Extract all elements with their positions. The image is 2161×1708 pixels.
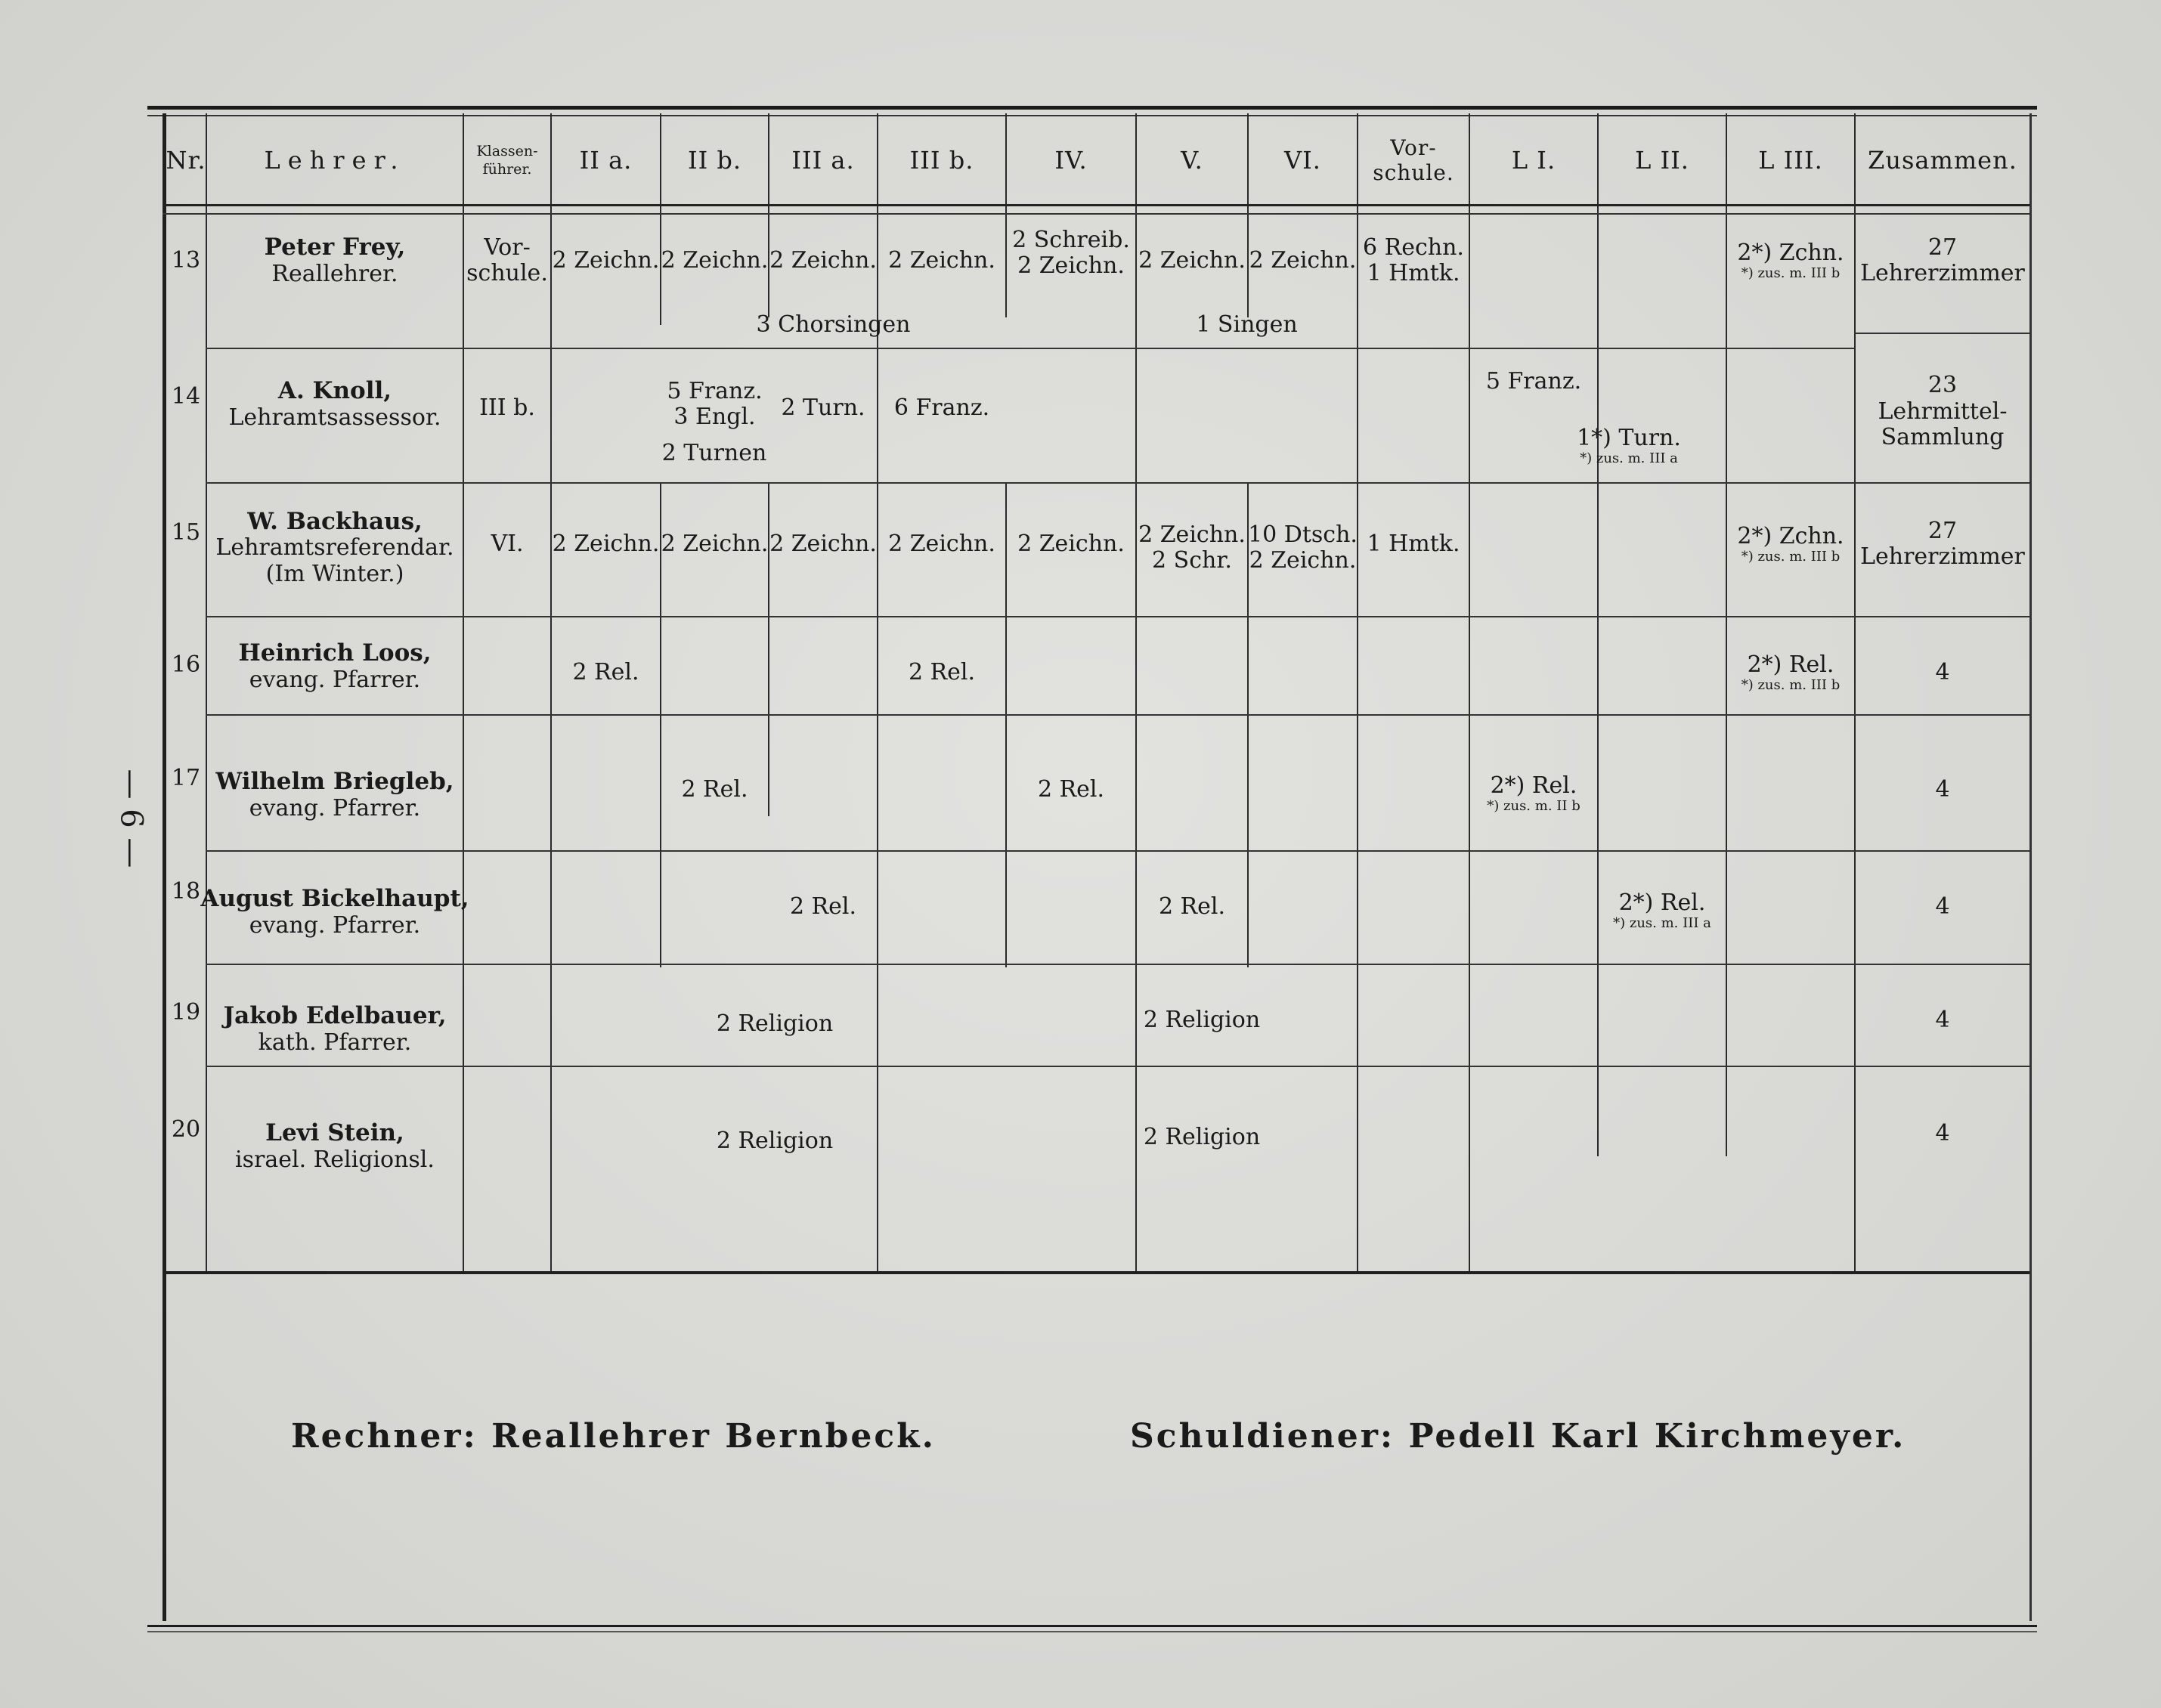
row14-klassenfuehrer: III b.: [479, 394, 535, 421]
row20-religion-b: 2 Religion: [1143, 1123, 1261, 1150]
row17-name: Wilhelm Briegleb,: [215, 768, 454, 796]
row18-rel-a: 2 Rel.: [789, 893, 857, 920]
row18-name: August Bickelhaupt,: [200, 885, 469, 913]
row13-kf1: Vor-: [484, 234, 531, 261]
row15-vorschule: 1 Hmtk.: [1367, 530, 1460, 557]
row15-role2: (Im Winter.): [265, 560, 404, 587]
row20-zusammen: 4: [1935, 1119, 1950, 1146]
header-bottom-rule-thin: [163, 213, 2029, 215]
row14-teacher: [207, 363, 463, 446]
row15-VI: [1249, 514, 1357, 582]
row17-L1-note: *) zus. m. II b: [1487, 798, 1581, 815]
row15-V-2: 2 Schr.: [1152, 547, 1232, 574]
header-lehrer: Lehrer.: [264, 146, 406, 175]
row19-nr: 19: [171, 998, 201, 1026]
row15-IV: 2 Zeichn.: [1017, 530, 1125, 557]
row15-IIIa: 2 Zeichn.: [769, 530, 877, 557]
header-IIa: II a.: [579, 146, 633, 175]
row15-VI-1: 10 Dtsch.: [1248, 521, 1358, 548]
row16-L3: [1727, 639, 1854, 707]
row15-V-1: 2 Zeichn.: [1138, 521, 1246, 548]
row14-zusammen: [1856, 363, 2029, 461]
row17-zusammen: 4: [1935, 775, 1950, 803]
row-divider: [206, 964, 2029, 965]
row13-IIIb: 2 Zeichn.: [888, 246, 995, 274]
row18-L2-value: 2*) Rel.: [1618, 889, 1706, 916]
row15-nr: 15: [171, 518, 201, 546]
row-divider: [206, 1066, 2029, 1067]
bottom-rule-thin: [147, 1631, 2037, 1632]
row-divider: [1854, 333, 2029, 334]
row18-L2-note: *) zus. m. III a: [1613, 915, 1711, 932]
row15-IIa: 2 Zeichn.: [552, 530, 660, 557]
col-divider: [1597, 113, 1599, 1156]
row18-rel-b: 2 Rel.: [1158, 893, 1226, 920]
row14-span-turnen: 2 Turnen: [661, 439, 767, 466]
row17-rel-b: 2 Rel.: [1037, 775, 1105, 803]
row13-IIa: 2 Zeichn.: [552, 246, 660, 274]
row14-IIb-1: 5 Franz.: [667, 377, 763, 404]
row15-L3-value: 2*) Zchn.: [1737, 522, 1844, 549]
row-divider: [206, 482, 2029, 484]
row18-nr: 18: [171, 877, 201, 905]
row13-IV-2: 2 Zeichn.: [1017, 252, 1125, 279]
row15-sum1: 27: [1927, 517, 1958, 544]
row19-teacher: [207, 994, 463, 1066]
row16-L3-note: *) zus. m. III b: [1741, 677, 1841, 694]
header-IIIb: III b.: [909, 146, 974, 175]
row15-IIb: 2 Zeichn.: [661, 530, 769, 557]
header-bottom-rule: [163, 204, 2029, 206]
row13-span-chorsingen: 3 Chorsingen: [756, 311, 911, 338]
row17-teacher: [207, 760, 463, 831]
header-VI: VI.: [1284, 146, 1321, 175]
row13-L3: [1727, 227, 1854, 295]
row14-L2-note: *) zus. m. III a: [1580, 450, 1678, 467]
row19-religion-b: 2 Religion: [1143, 1006, 1261, 1033]
row19-zusammen: 4: [1935, 1006, 1950, 1033]
row15-name: W. Backhaus,: [247, 507, 423, 535]
row14-L2: [1534, 419, 1723, 472]
row13-span-singen: 1 Singen: [1196, 311, 1298, 338]
header-IIIa: III a.: [791, 146, 855, 175]
row13-teacher: [207, 227, 463, 295]
page-number: — 6 —: [113, 769, 149, 868]
header-vorschule-line2: schule.: [1373, 159, 1454, 185]
row14-name: A. Knoll,: [277, 376, 392, 404]
top-rule: [147, 106, 2037, 110]
row-divider: [206, 616, 2029, 617]
row15-role: Lehramtsreferendar.: [215, 534, 454, 562]
row18-zusammen: 4: [1935, 893, 1950, 920]
row15-L3-note: *) zus. m. III b: [1741, 549, 1841, 565]
col-divider: [1469, 113, 1470, 1271]
row19-name: Jakob Edelbauer,: [223, 1002, 447, 1030]
row13-zusammen: [1856, 227, 2029, 295]
row15-IIIb: 2 Zeichn.: [888, 530, 995, 557]
row20-religion-a: 2 Religion: [716, 1127, 834, 1154]
row14-sum1: 23: [1927, 372, 1958, 399]
row13-vor1: 6 Rechn.: [1363, 234, 1464, 261]
row13-VI: 2 Zeichn.: [1249, 246, 1357, 274]
row20-teacher: [207, 1111, 463, 1183]
header-vorschule: [1358, 117, 1469, 204]
header-V: V.: [1181, 146, 1203, 175]
row15-teacher: [207, 495, 463, 601]
row14-L2-value: 1*) Turn.: [1577, 424, 1681, 451]
row17-nr: 17: [171, 764, 201, 791]
header-L2: L II.: [1635, 146, 1689, 175]
row16-zusammen: 4: [1935, 658, 1950, 685]
footer-rechner: Rechner: Reallehrer Bernbeck.: [291, 1417, 936, 1456]
row14-IIb-2: 3 Engl.: [673, 404, 756, 430]
header-IIb: II b.: [687, 146, 742, 175]
row13-sum1: 27: [1927, 234, 1958, 261]
row13-IIIa: 2 Zeichn.: [769, 246, 877, 274]
row14-IIIb: 6 Franz.: [893, 394, 990, 421]
row20-role: israel. Religionsl.: [235, 1146, 435, 1174]
header-vorschule-line1: Vor-: [1390, 135, 1437, 161]
bottom-rule: [147, 1625, 2037, 1627]
row13-IV: [1007, 219, 1135, 287]
row16-role: evang. Pfarrer.: [249, 667, 421, 694]
row15-klassenfuehrer: VI.: [491, 530, 524, 557]
row19-religion-a: 2 Religion: [716, 1010, 834, 1037]
header-L1: L I.: [1511, 146, 1556, 175]
header-klassenfuehrer-line1: Klassen-: [476, 142, 538, 159]
row-divider: [206, 714, 2029, 716]
header-klassenfuehrer: [464, 117, 550, 204]
row20-nr: 20: [171, 1115, 201, 1143]
row16-rel-b: 2 Rel.: [908, 658, 976, 685]
row13-sum2: Lehrerzimmer: [1860, 260, 2025, 286]
row13-L3-value: 2*) Zchn.: [1737, 239, 1844, 266]
row16-L3-value: 2*) Rel.: [1747, 651, 1834, 678]
row18-teacher: [200, 877, 469, 948]
row18-role: evang. Pfarrer.: [249, 912, 421, 939]
row20-name: Levi Stein,: [265, 1119, 404, 1147]
top-rule-thin: [147, 115, 2037, 116]
header-IV: IV.: [1054, 146, 1088, 175]
row-divider: [206, 850, 2029, 852]
row14-nr: 14: [171, 382, 201, 410]
row17-role: evang. Pfarrer.: [249, 795, 421, 822]
row13-L3-note: *) zus. m. III b: [1741, 265, 1841, 282]
row13-IIb: 2 Zeichn.: [661, 246, 769, 274]
row13-klassenfuehrer: [464, 227, 550, 295]
row13-IV-1: 2 Schreib.: [1012, 226, 1130, 253]
row14-L1: 5 Franz.: [1485, 367, 1582, 395]
row17-L1: [1470, 760, 1597, 828]
row16-nr: 16: [171, 651, 201, 678]
row15-sum2: Lehrerzimmer: [1860, 543, 2025, 570]
header-nr: Nr.: [166, 146, 206, 175]
header-klassenfuehrer-line2: führer.: [482, 160, 532, 178]
row15-VI-2: 2 Zeichn.: [1249, 547, 1357, 574]
row18-L2: [1599, 877, 1726, 945]
row15-L3: [1727, 510, 1854, 578]
row15-V: [1137, 514, 1247, 582]
row16-name: Heinrich Loos,: [238, 639, 432, 667]
frame-right: [2029, 113, 2032, 1621]
row13-vor2: 1 Hmtk.: [1367, 260, 1460, 286]
row14-sum2: Lehrmittel-: [1878, 398, 2008, 425]
row13-V: 2 Zeichn.: [1138, 246, 1246, 274]
row14-IIIa: 2 Turn.: [781, 394, 865, 421]
footer-schuldiener: Schuldiener: Pedell Karl Kirchmeyer.: [1130, 1417, 1906, 1456]
row14-role: Lehramtsassessor.: [228, 404, 441, 431]
row14-sum3: Sammlung: [1881, 424, 2005, 451]
row-divider: [206, 348, 1854, 349]
table-bottom-rule: [163, 1271, 2029, 1274]
row17-L1-value: 2*) Rel.: [1490, 772, 1577, 799]
row16-rel-a: 2 Rel.: [572, 658, 639, 685]
row13-name: Peter Frey,: [264, 233, 406, 261]
row13-kf2: schule.: [466, 260, 548, 286]
row17-rel-a: 2 Rel.: [681, 775, 748, 803]
row13-nr: 13: [171, 246, 201, 274]
row15-zusammen: [1856, 510, 2029, 578]
row19-role: kath. Pfarrer.: [258, 1029, 412, 1057]
row13-role: Reallehrer.: [271, 260, 398, 287]
header-zusammen: Zusammen.: [1868, 146, 2017, 175]
row13-vorschule: [1358, 227, 1469, 295]
row16-teacher: [207, 631, 463, 703]
header-L3: L III.: [1758, 146, 1823, 175]
row14-IIb: [661, 370, 768, 438]
